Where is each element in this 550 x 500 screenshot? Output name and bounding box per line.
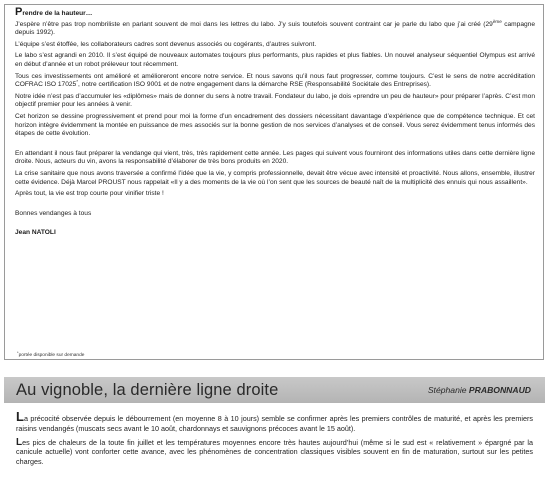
editorial-title-text: rendre de la hauteur… — [22, 10, 93, 17]
editorial-paragraph-4-text-a: Tous ces investissements ont amélioré et amélioreront encore notre service. Et nous savons qu’il nous faut progresser, comme toujours. C’est le sens de notre accréditation COFRAC ISO 17025 — [15, 72, 535, 89]
editorial-paragraph-6: Cet horizon se dessine progressivement et prend pour moi la forme d’un encadrement des dossiers nécessitant davantage d’expérience que de compétence technique. Et cet horizon intègre évidemment la montée en puissance de mes associés sur la bonne gestion de nos services d’analyses et de conseil. Vous serez évidemment tenus informés des étapes de cette évolution. — [15, 112, 535, 138]
article-paragraph-2-initial: L — [16, 436, 23, 448]
editorial-paragraph-3: Le labo s’est agrandi en 2010. Il s’est équipé de nouveaux automates toujours plus performants, plus rapides et plus fiables. Un nouvel analyseur séquentiel Olympus est arrivé en début d’année et un robot préleveur tout récemment. — [15, 52, 535, 68]
editorial-paragraph-4 — [15, 73, 535, 90]
article-paragraph-1-text: a précocité observée depuis le débourrement (en moyenne 8 à 10 jours) semble se confirmer après les premiers contrôles de maturité, et après les premiers raisins vendangés (muscats secs avant le 10 août, chardonnays et sauvignons précoces avant le 15 août). — [16, 414, 533, 433]
section-banner — [4, 377, 545, 403]
editorial-closing: Bonnes vendanges à tous — [15, 209, 92, 217]
author-last-name: PRABONNAUD — [468, 385, 531, 395]
article-paragraph-2-text: es pics de chaleurs de la toute fin juillet et les températures moyennes encore très hautes aujourd’hui (même si le sud est « relativement » épargné par la canicule actuelle) vont conforter cette avance, avec les phénomènes de concentration classiques visibles souvent en fin de maturation, surtout sur les petites charges. — [16, 437, 533, 467]
editorial-signature: Jean NATOLI — [15, 229, 56, 237]
editorial-paragraph-1-superscript: ème — [492, 18, 502, 24]
editorial-footnote — [17, 350, 84, 358]
article-paragraph-1 — [16, 409, 533, 434]
editorial-paragraph-1-text-a: J’espère n’être pas trop nombriliste en parlant souvent de moi dans les lettres du labo. J’y suis toutefois souvent contraint car je parle du labo que j’ai créé (29 — [15, 20, 493, 28]
editorial-paragraph-8: La crise sanitaire que nous avons traversée a confirmé l’idée que la vie, y compris professionnelle, devait être vécue avec intensité et proactivité. Nous allons, ensemble, illustrer cette évidence. Déjà Marcel PROUST nous rappelait «Il y a des moments de la vie où l’on sent que les sources de beauté naît de la multiplicité des ennuis qui nous assaillent». — [15, 169, 535, 186]
editorial-paragraph-1-text-b: campagne depuis 1992). — [15, 20, 535, 37]
editorial-spacer-2 — [15, 202, 535, 210]
article-paragraph-2 — [16, 438, 533, 467]
editorial-body — [15, 8, 535, 241]
footnote-text: portée disponible sur demande — [18, 353, 85, 358]
footnote-asterisk: * — [17, 350, 19, 355]
editorial-paragraph-9: Après tout, la vie est trop courte pour vinifier triste ! — [15, 190, 164, 198]
editorial-spacer-3 — [15, 221, 535, 229]
editorial-paragraph-1 — [15, 18, 535, 38]
editorial-title-dropcap: P — [15, 6, 23, 18]
editorial-paragraph-5: Notre idée n’est pas d’accumuler les «diplômes» mais de donner du sens à notre travail. Fondateur du labo, je dois «prendre un peu de hauteur» pour préparer l’après. C’est mon objectif premier pour les années à venir. — [15, 92, 535, 109]
editorial-paragraph-2: L’équipe s’est étoffée, les collaborateurs cadres sont devenus associés ou cogérants, d’autres suivront. — [15, 40, 317, 48]
section-heading: Au vignoble, la dernière ligne droite — [16, 381, 279, 399]
article-dropcap: L — [16, 409, 24, 424]
editorial-paragraph-4-text-b: , notre certification ISO 9001 et de notre engagement dans la démarche RSE (Responsabilité Sociétale des Entreprises). — [78, 81, 431, 89]
section-author — [428, 385, 531, 395]
editorial-paragraph-7: En attendant il nous faut préparer la vendange qui vient, très, très rapidement cette année. Les pages qui suivent vous fourniront des informations utiles dans cette dernière ligne droite. Nous, acteurs du vin, avons la responsabilité d’élaborer de très bons produits en 2020. — [15, 149, 535, 166]
editorial-title — [15, 8, 535, 19]
author-first-name: Stéphanie — [427, 385, 469, 395]
editorial-spacer — [15, 142, 535, 150]
article-body — [16, 409, 533, 471]
editorial-paragraph-4-asterisk: * — [76, 79, 78, 85]
